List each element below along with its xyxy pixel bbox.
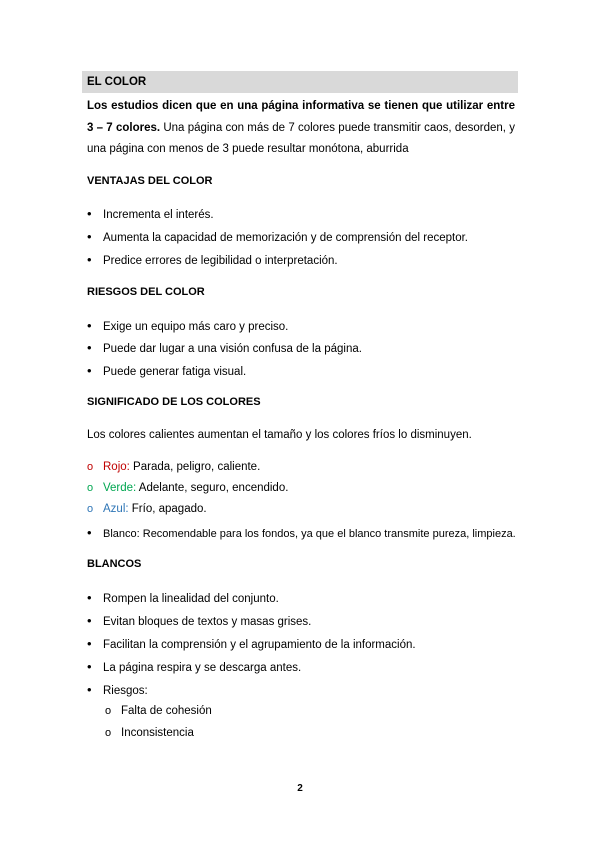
blancos-heading: BLANCOS bbox=[87, 558, 142, 570]
list-item: • Puede generar fatiga visual. bbox=[87, 363, 247, 378]
list-item: • Facilitan la comprensión y el agrupamiento de la información. bbox=[87, 636, 416, 651]
circle-bullet-icon: o bbox=[105, 705, 112, 717]
circle-bullet-icon: o bbox=[87, 482, 94, 494]
bullet-icon: • bbox=[87, 659, 92, 674]
sub-list-item: o Inconsistencia bbox=[105, 727, 194, 739]
bullet-icon: • bbox=[87, 636, 92, 651]
sub-list-item: o Falta de cohesión bbox=[105, 705, 212, 717]
circle-bullet-icon: o bbox=[87, 503, 94, 515]
bullet-icon: • bbox=[87, 229, 92, 244]
page-number: 2 bbox=[297, 783, 303, 794]
list-item: • Puede dar lugar a una visión confusa de la página. bbox=[87, 340, 362, 355]
bullet-icon: • bbox=[87, 590, 92, 605]
bullet-icon: • bbox=[87, 682, 92, 697]
intro-bold: Los estudios dicen que en una página informativa se tienen que utilizar entre 3 – 7 colores. bbox=[87, 100, 515, 134]
bullet-icon: • bbox=[87, 206, 92, 221]
bullet-icon: • bbox=[87, 340, 92, 355]
color-item-blanco: • Blanco: Recomendable para los fondos, ya que el blanco transmite pureza, limpieza. bbox=[87, 525, 516, 540]
list-item: • Predice errores de legibilidad o interpretación. bbox=[87, 252, 338, 267]
list-item: • Exige un equipo más caro y preciso. bbox=[87, 318, 289, 333]
bullet-icon: • bbox=[87, 525, 92, 540]
list-item: • Aumenta la capacidad de memorización y de comprensión del receptor. bbox=[87, 229, 469, 244]
riesgos-heading: RIESGOS DEL COLOR bbox=[87, 286, 205, 298]
color-item-azul: o Azul: Frío, apagado. bbox=[87, 503, 207, 515]
ventajas-heading: VENTAJAS DEL COLOR bbox=[87, 175, 213, 187]
intro-rest: Una página con más de 7 colores puede transmitir caos, desorden, y una página con menos de 3 puede resultar monótona, aburrida bbox=[87, 121, 515, 155]
list-item: • Rompen la linealidad del conjunto. bbox=[87, 590, 279, 605]
color-item-rojo: o Rojo: Parada, peligro, caliente. bbox=[87, 461, 261, 473]
bullet-icon: • bbox=[87, 363, 92, 378]
section-title: EL COLOR bbox=[82, 71, 518, 93]
color-item-verde: o Verde: Adelante, seguro, encendido. bbox=[87, 482, 289, 494]
intro-paragraph bbox=[87, 96, 515, 161]
bullet-icon: • bbox=[87, 318, 92, 333]
list-item: • Riesgos: bbox=[87, 682, 148, 697]
bullet-icon: • bbox=[87, 252, 92, 267]
significado-paragraph: Los colores calientes aumentan el tamaño y los colores fríos lo disminuyen. bbox=[87, 429, 472, 441]
significado-heading: SIGNIFICADO DE LOS COLORES bbox=[87, 396, 261, 408]
list-item: • La página respira y se descarga antes. bbox=[87, 659, 302, 674]
list-item: • Incrementa el interés. bbox=[87, 206, 214, 221]
circle-bullet-icon: o bbox=[87, 461, 94, 473]
circle-bullet-icon: o bbox=[105, 727, 112, 739]
list-item: • Evitan bloques de textos y masas grises. bbox=[87, 613, 312, 628]
bullet-icon: • bbox=[87, 613, 92, 628]
